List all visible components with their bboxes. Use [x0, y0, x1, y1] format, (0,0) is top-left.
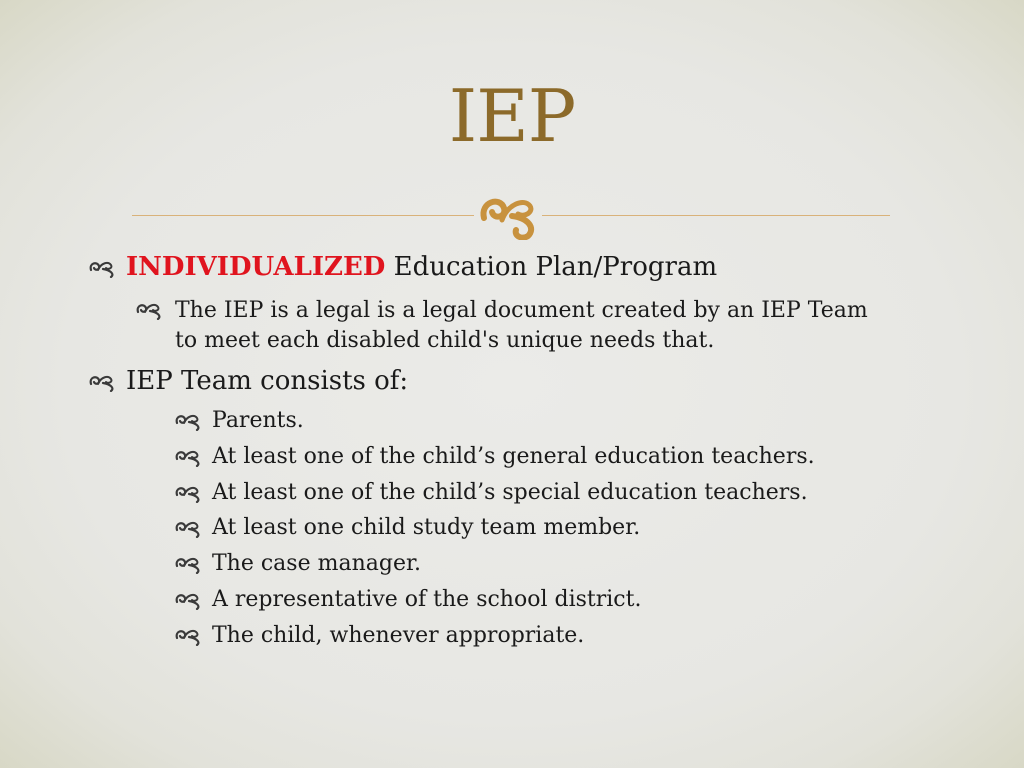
item-text: Education Plan/Program — [385, 252, 718, 282]
team-member-item — [174, 480, 808, 505]
team-member-item — [174, 515, 640, 540]
fleuron-bullet-icon — [174, 554, 204, 574]
fleuron-bullet-icon — [174, 590, 204, 610]
fleuron-bullet-icon — [174, 483, 204, 503]
highlight-term: INDIVIDUALIZED — [126, 252, 386, 282]
item-text: IEP Team consists of: — [126, 366, 409, 396]
team-member-text: At least one child study team member. — [212, 515, 641, 541]
list-item-iep-definition — [88, 252, 717, 282]
item-text: The IEP is a legal is a legal document created by an IEP Team to meet each disabled child's unique needs that. — [175, 298, 868, 353]
team-member-item — [174, 623, 584, 648]
team-member-text: A representative of the school district. — [212, 587, 642, 612]
team-member-text: At least one of the child’s general education teachers. — [212, 443, 815, 469]
team-member-item — [174, 587, 641, 612]
fleuron-bullet-icon — [88, 258, 118, 278]
fleuron-bullet-icon — [135, 300, 165, 320]
fleuron-ornament-icon — [478, 190, 540, 240]
fleuron-bullet-icon — [174, 518, 204, 538]
team-member-item — [174, 551, 421, 576]
team-member-item — [174, 444, 815, 469]
fleuron-bullet-icon — [88, 372, 118, 392]
list-item-iep-team — [88, 366, 408, 396]
slide-title: IEP — [448, 74, 576, 158]
team-member-text: Parents. — [212, 408, 304, 433]
team-member-text: The case manager. — [212, 551, 422, 577]
title-divider-right — [542, 215, 890, 216]
fleuron-bullet-icon — [174, 411, 204, 431]
title-divider-left — [132, 215, 474, 216]
team-member-text: The child, whenever appropriate. — [212, 622, 585, 648]
fleuron-bullet-icon — [174, 447, 204, 467]
team-member-item — [174, 408, 304, 433]
team-member-text: At least one of the child’s special education teachers. — [212, 479, 808, 505]
fleuron-bullet-icon — [174, 626, 204, 646]
